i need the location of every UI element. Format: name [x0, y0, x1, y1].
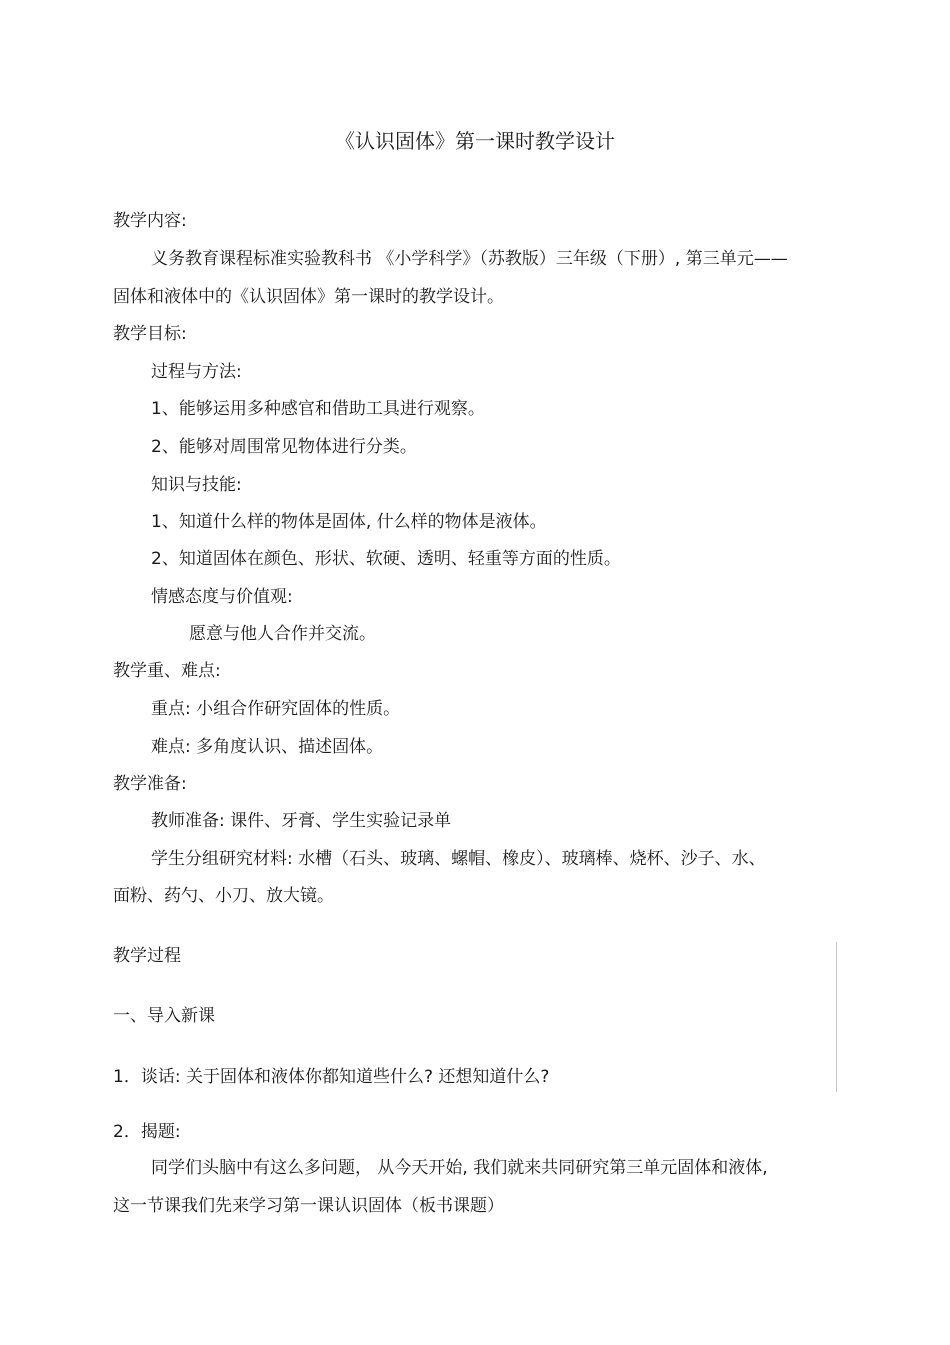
content-heading: 教学内容: [113, 211, 187, 231]
knowledge-item-2: 2、知道固体在颜色、形状、软硬、透明、轻重等方面的性质。 [151, 549, 621, 569]
margin-rule [836, 942, 837, 1092]
student-prep-line-1: 学生分组研究材料: 水槽（石头、玻璃、螺帽、橡皮）、玻璃棒、烧杯、沙子、水、 [151, 849, 766, 869]
paragraph-line-1: 同学们头脑中有这么多问题， 从今天开始, 我们就来共同研究第三单元固体和液体, [151, 1158, 768, 1178]
goals-heading: 教学目标: [113, 324, 187, 344]
knowledge-item-1: 1、知道什么样的物体是固体, 什么样的物体是液体。 [151, 512, 547, 532]
emotion-item-1: 愿意与他人合作并交流。 [189, 624, 376, 644]
content-line-1: 义务教育课程标准实验教科书 《小学科学》（苏教版）三年级（下册）, 第三单元—— [151, 249, 788, 269]
key-heading: 教学重、难点: [113, 661, 221, 681]
key-point: 重点: 小组合作研究固体的性质。 [151, 699, 401, 719]
section-1-heading: 一、导入新课 [113, 1006, 215, 1026]
process-title: 教学过程 [113, 946, 181, 966]
process-item-1: 1、能够运用多种感官和借助工具进行观察。 [151, 399, 485, 419]
teacher-prep: 教师准备: 课件、牙膏、学生实验记录单 [151, 811, 452, 831]
prep-heading: 教学准备: [113, 774, 187, 794]
document-title: 《认识固体》第一课时教学设计 [335, 129, 615, 153]
difficult-point: 难点: 多角度认识、描述固体。 [151, 737, 384, 757]
paragraph-line-2: 这一节课我们先来学习第一课认识固体（板书课题） [113, 1196, 504, 1216]
content-line-2: 固体和液体中的《认识固体》第一课时的教学设计。 [113, 287, 504, 307]
knowledge-heading: 知识与技能: [151, 475, 242, 495]
step-1: 1．谈话: 关于固体和液体你都知道些什么? 还想知道什么? [113, 1067, 550, 1087]
step-2: 2．揭题: [113, 1122, 181, 1142]
emotion-heading: 情感态度与价值观: [151, 587, 293, 607]
process-method-heading: 过程与方法: [151, 362, 242, 382]
student-prep-line-2: 面粉、药勺、小刀、放大镜。 [113, 886, 334, 906]
process-item-2: 2、能够对周围常见物体进行分类。 [151, 437, 417, 457]
